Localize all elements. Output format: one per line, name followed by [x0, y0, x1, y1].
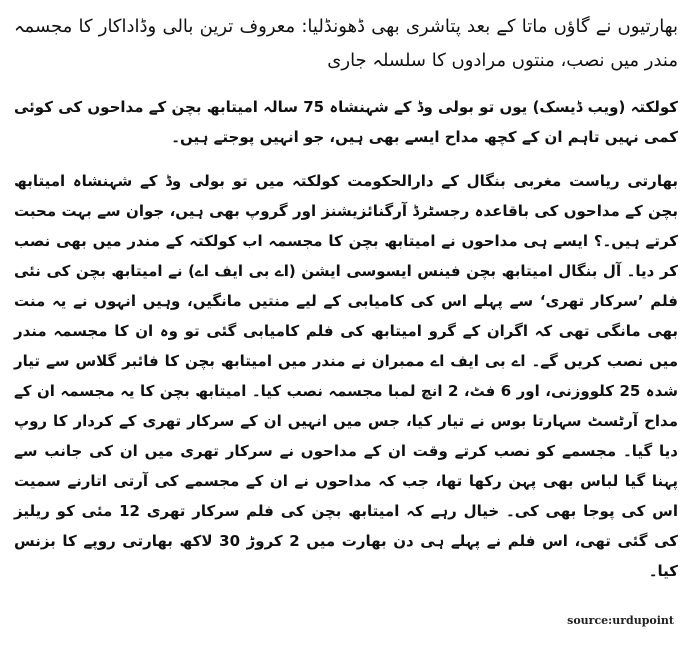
article-paragraph-body: بھارتی ریاست مغربی بنگال کے دارالحکومت کولکتہ میں تو بولی وڈ کے شہنشاہ امیتابھ بچن کے مداحوں کی باقاعدہ رجسٹرڈ آرگنائزیشنز اور گروپ بھی ہیں، جوان سے بہت محبت کرتے ہیں۔؟ ایسے ہی مداحوں نے امیتابھ بچن کا مجسمہ اب کولکتہ کے مندر میں بھی نصب کر دیا۔ آل بنگال امیتابھ بچن فینس ایسوسی ایشن (اے بی ایف اے) نے امیتابھ بچن کی نئی فلم ’سرکار تھری‘ سے پہلے اس کی کامیابی کے لیے منتیں مانگیں، وہیں انہوں نے یہ منت بھی مانگی تھی کہ اگران کے گرو امیتابھ کی فلم کامیابی گئی تو وہ ان کا مجسمہ مندر میں نصب کریں گے۔ اے بی ایف اے ممبران نے مندر میں امیتابھ بچن کا فائبر گلاس سے تیار شدہ 25 کلووزنی، اور 6 فٹ، 2 انچ لمبا مجسمہ نصب کیا۔ امیتابھ بچن کا یہ مجسمہ ان کے مداح آرٹسٹ سہارتا بوس نے تیار کیا، جس میں انہیں ان کے سرکار تھری کے کردار کا روپ دیا گیا۔ مجسمے کو نصب کرتے وقت ان کے مداحوں نے سرکار تھری میں ان کی جانب سے پہنا گیا لباس بھی پہن رکھا تھا، جب کہ مداحوں نے ان کے مجسمے کی آرتی اتارنے سمیت اس کی پوجا بھی کی۔ خیال رہے کہ امیتابھ بچن کی فلم سرکار تھری 12 مئی کو ریلیز کی گئی تھی، اس فلم نے پہلے ہی دن بھارت میں 2 کروڑ 30 لاکھ بھارتی روپے کا بزنس کیا۔ [14, 172, 678, 580]
article-paragraph-intro: کولکتہ (ویب ڈیسک) یوں تو بولی وڈ کے شہنشاہ 75 سالہ امیتابھ بچن کے مداحوں کی کوئی کمی نہیں تاہم ان کے کچھ مداح ایسے بھی ہیں، جو انہیں پوجتے ہیں۔ [14, 98, 678, 146]
news-article [14, 10, 678, 600]
article-headline: بھارتیوں نے گاؤں ماتا کے بعد پتاشری بھی ڈھونڈلیا: معروف ترین بالی وڈاداکار کا مجسمہ مندر میں نصب، منتوں مرادوں کا سلسلہ جاری [14, 16, 678, 71]
source-credit: source:urdupoint [567, 614, 674, 627]
